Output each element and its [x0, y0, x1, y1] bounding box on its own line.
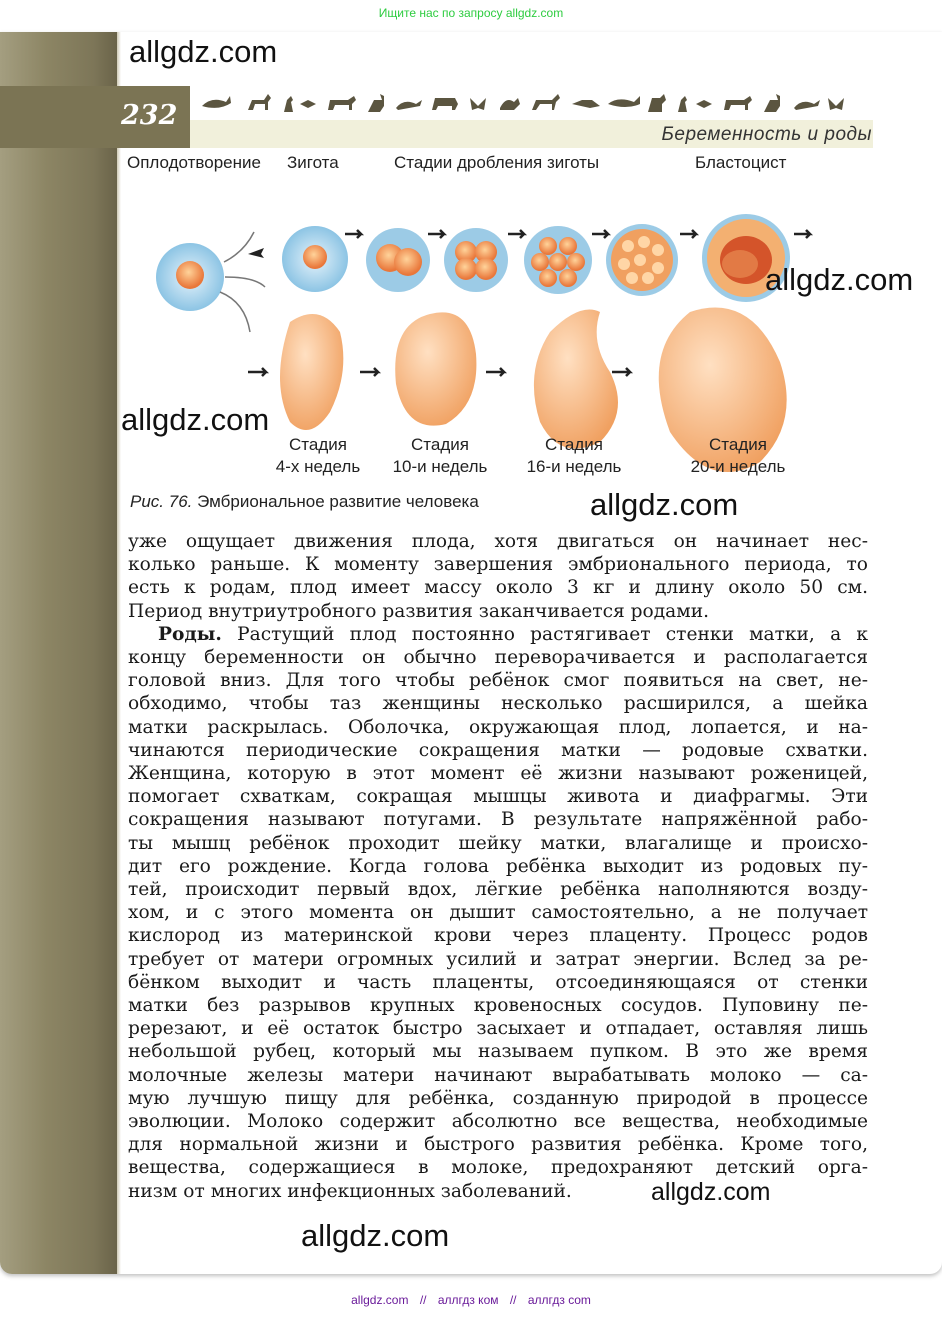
- top-banner[interactable]: Ищите нас по запросу allgdz.com: [378, 6, 564, 20]
- stage-4-weeks: [258, 434, 378, 478]
- stage-label-line1: Стадия: [545, 435, 603, 454]
- embryo-4-weeks-icon: [280, 314, 343, 430]
- text-line: вещества, содержащиеся в молоке, предохраняют детский орга-: [128, 1157, 868, 1179]
- zygote-cell-icon: [282, 226, 348, 292]
- label-cleavage: Стадии дробления зиготы: [394, 153, 600, 172]
- textbook-page: [0, 32, 942, 1274]
- cleavage-4-cell-icon: [444, 228, 508, 292]
- fetus-16-weeks-icon: [534, 310, 618, 449]
- watermark-2: allgdz.com: [765, 262, 914, 297]
- cleavage-8-cell-icon: [524, 226, 592, 294]
- animal-silhouettes-icon: [200, 90, 860, 118]
- label-blastocyst: Бластоцист: [695, 153, 787, 172]
- stage-label-line1: Стадия: [411, 435, 469, 454]
- text-line: тей, происходит первый вдох, лёгкие ребёнка наполняются возду-: [128, 879, 868, 901]
- link-separator: //: [509, 1293, 517, 1307]
- stage-10-weeks: [380, 434, 500, 478]
- caption-text: Эмбриональное развитие человека: [197, 492, 479, 511]
- text-line: дит его рождение. Когда голова ребёнка выходит из родовых пу-: [128, 855, 868, 877]
- text-line: для нормальной жизни и быстрого развития ребёнка. Кроме того,: [128, 1134, 868, 1156]
- text-line: молочные железы матери начинают вырабатывать молоко — са-: [128, 1064, 868, 1086]
- arrow-icon: [680, 230, 696, 238]
- text-line: колько раньше. К моменту завершения эмбрионального периода, то: [128, 554, 868, 576]
- text-line: концу беременности он обычно переворачивается и располагается: [128, 647, 868, 669]
- text-line: обходимо, чтобы таз женщины несколько расширился, а шейка: [128, 693, 868, 715]
- arrow-icon: [486, 368, 504, 376]
- text-line: низм от многих инфекционных заболеваний.: [128, 1180, 572, 1202]
- arrow-icon: [612, 368, 630, 376]
- spine-edge: [117, 32, 121, 1274]
- text-line: матки без разрывов крупных кровеносных сосудов. Пуповину пе-: [128, 995, 868, 1017]
- text-line: ререзают, и её остаток быстро засыхает и отпадает, оставляя лишь: [128, 1018, 868, 1040]
- text-line: сокращения называют потугами. В результате напряжённой рабо-: [128, 809, 868, 831]
- stage-label-line1: Стадия: [709, 435, 767, 454]
- bold-term-births: Роды.: [158, 623, 222, 645]
- bottom-links: [0, 1293, 942, 1307]
- text-line: кислород из материнской крови через плаценту. Процесс родов: [128, 925, 868, 947]
- text-line: небольшой рубец, который мы называем пупком. В это же время: [128, 1041, 868, 1063]
- text-line: Женщина, которую в этот момент её жизни называют роженицей,: [128, 763, 868, 785]
- arrow-icon: [428, 230, 444, 238]
- arrow-icon: [508, 230, 524, 238]
- cleavage-2-cell-icon: [366, 228, 430, 292]
- text-line: хом, и с этого момента он дышит самостоятельно, а не получает: [128, 902, 868, 924]
- text-line: Период внутриутробного развития заканчивается родами.: [128, 600, 710, 622]
- fertilization-cell-icon: [156, 232, 265, 332]
- text-line: эволюции. Молоко содержит абсолютно все вещества, необходимые: [128, 1111, 868, 1133]
- stage-label-line2: 16-и недель: [526, 457, 622, 476]
- figure-caption: [130, 492, 479, 512]
- caption-prefix: Рис. 76.: [130, 492, 193, 511]
- book-spine: [0, 32, 117, 1274]
- arrow-icon: [248, 368, 266, 376]
- section-title: Беременность и роды: [661, 124, 872, 145]
- watermark-3: allgdz.com: [121, 402, 270, 437]
- link-allgdz-kom[interactable]: аллгдз ком: [437, 1293, 499, 1307]
- link-allgdz-com-ru[interactable]: аллгдз com: [527, 1293, 591, 1307]
- arrow-icon: [360, 368, 378, 376]
- arrow-icon: [345, 230, 361, 238]
- text-line: мую лучшую пищу для ребёнка, созданную природой в процессе: [128, 1087, 868, 1109]
- arrow-icon: [794, 230, 810, 238]
- label-zygote: Зигота: [287, 153, 339, 172]
- embryo-10-weeks-icon: [395, 312, 476, 425]
- stage-label-line1: Стадия: [289, 435, 347, 454]
- text-line: ты мышц ребёнок проходит шейку матки, влагалище и происхо-: [128, 832, 868, 854]
- watermark-5: allgdz.com: [651, 1178, 771, 1206]
- text-line-roda: Роды. Растущий плод постоянно растягивает стенки матки, а к: [158, 623, 868, 645]
- page-number: 232: [121, 100, 178, 131]
- body-text: [128, 530, 868, 1203]
- watermark-4: allgdz.com: [590, 487, 739, 522]
- link-allgdz[interactable]: allgdz.com: [351, 1293, 409, 1307]
- label-fertilization: Оплодотворение: [127, 153, 261, 172]
- stage-label-line2: 10-и недель: [392, 457, 488, 476]
- stage-20-weeks: [678, 434, 798, 478]
- text-line: есть к родам, плод имеет массу около 3 кг и длину около 50 см.: [128, 577, 868, 599]
- text-line: чинаются периодические сокращения матки — родовые схватки.: [128, 739, 868, 761]
- stage-16-weeks: [514, 434, 634, 478]
- text-line: требует от матери огромных усилий и затрат энергии. Вслед за ре-: [128, 948, 868, 970]
- morula-cell-icon: [606, 224, 678, 296]
- text-line: помогает схваткам, сокращая мышцы живота и диафрагмы. Эти: [128, 786, 868, 808]
- watermark-6: allgdz.com: [301, 1218, 450, 1253]
- text-line: бёнком выходит и часть плаценты, отсоединяющаяся от стенки: [128, 971, 868, 993]
- link-separator: //: [419, 1293, 427, 1307]
- stage-label-line2: 4-х недель: [275, 457, 361, 476]
- text-line: уже ощущает движения плода, хотя двигаться он начинает нес-: [128, 531, 868, 552]
- arrow-icon: [248, 248, 264, 258]
- stage-label-line2: 20-и недель: [690, 457, 786, 476]
- watermark-1: allgdz.com: [129, 34, 278, 69]
- arrow-icon: [592, 230, 608, 238]
- text-line: матки раскрылась. Оболочка, окружающая плод, лопается, и на-: [128, 716, 868, 738]
- text-line: головой вниз. Для того чтобы ребёнок смог появиться на свет, не-: [128, 670, 868, 692]
